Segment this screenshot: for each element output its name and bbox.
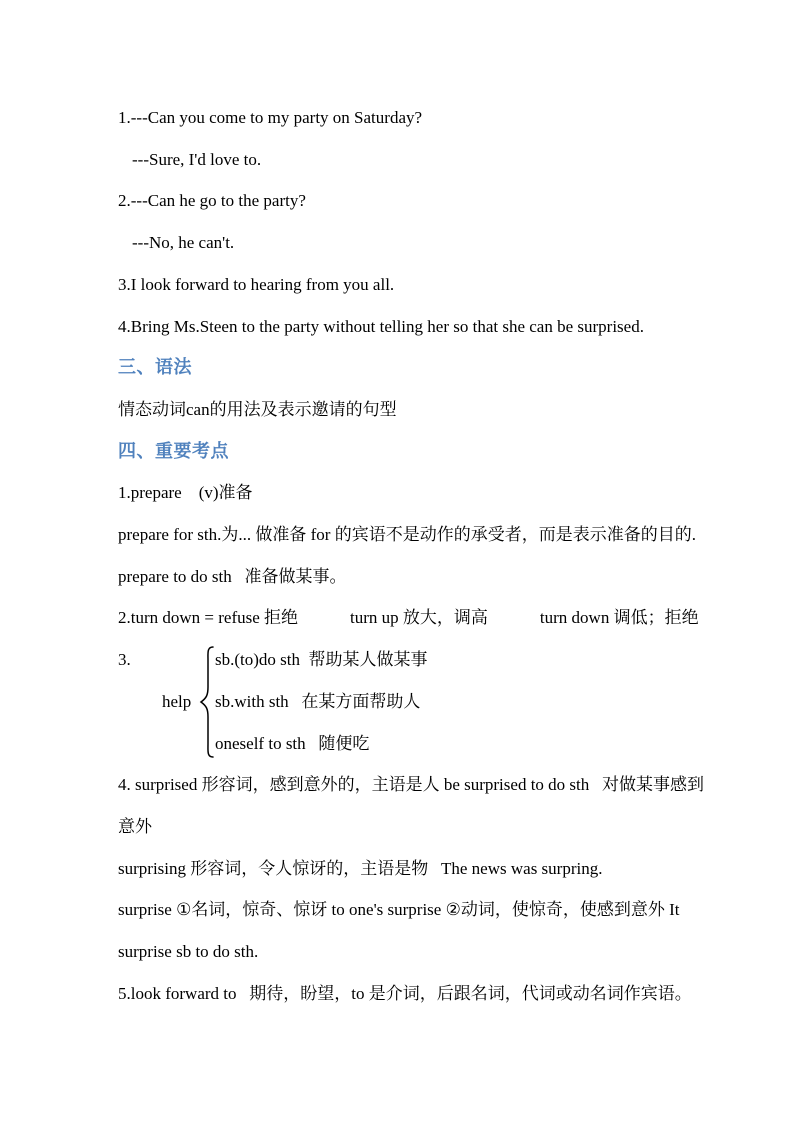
point2-turn-line xyxy=(118,597,778,639)
point3-help-diagram xyxy=(118,639,778,764)
point4-surprise-noun-verb-line: surprise ①名词，惊奇、惊讶 to one's surprise ②动词，使惊奇，使感到意外 It xyxy=(118,900,680,920)
sentence-4: 4.Bring Ms.Steen to the party without telling her so that she can be surprised. xyxy=(118,316,644,336)
section-heading-grammar: 三、语法 xyxy=(118,357,192,378)
point1-prepare-line2: prepare for sth.为... 做准备 for 的宾语不是动作的承受者，而是表示准备的目的. xyxy=(118,525,696,545)
point5-look-forward-line: 5.look forward to 期待，盼望，to 是介词，后跟名词，代词或动名词作宾语。 xyxy=(118,983,692,1003)
sentence-1-answer: ---Sure, I'd love to. xyxy=(132,149,262,169)
help-branch-2: sb.with sth 在某方面帮助人 xyxy=(215,691,421,711)
grammar-body: 情态动词can的用法及表示邀请的句型 xyxy=(118,399,397,419)
point2-turn-up: turn up 放大，调高 xyxy=(350,608,488,628)
point2-turn-down: turn down 调低；拒绝 xyxy=(539,608,699,628)
left-brace-icon xyxy=(198,646,216,763)
point4-surprising-line: surprising 形容词，令人惊讶的，主语是物 The news was surpring. xyxy=(118,858,603,878)
section-heading-key-points: 四、重要考点 xyxy=(118,440,229,461)
point3-help-word: help xyxy=(162,692,192,712)
point1-prepare-line3: prepare to do sth 准备做某事。 xyxy=(118,566,347,586)
help-branch-1: sb.(to)do sth 帮助某人做某事 xyxy=(215,650,428,670)
point1-prepare-line1: 1.prepare (v)准备 xyxy=(118,483,253,503)
sentence-2-question: 2.---Can he go to the party? xyxy=(118,191,306,211)
sentence-3: 3.I look forward to hearing from you all. xyxy=(118,274,395,294)
sentence-2-answer: ---No, he can't. xyxy=(132,233,235,253)
point3-number: 3. xyxy=(118,650,131,670)
point4-surprise-sb-line: surprise sb to do sth. xyxy=(118,942,259,962)
help-branch-3: oneself to sth 随便吃 xyxy=(215,733,370,753)
document-content xyxy=(118,97,778,1014)
sentence-1-question: 1.---Can you come to my party on Saturday? xyxy=(118,108,423,127)
point4-surprised-line2: 意外 xyxy=(118,816,152,836)
point2-turn-down-refuse: 2.turn down = refuse 拒绝 xyxy=(118,608,299,628)
point4-surprised-line1: 4. surprised 形容词，感到意外的，主语是人 be surprised to do sth 对做某事感到 xyxy=(118,775,705,795)
